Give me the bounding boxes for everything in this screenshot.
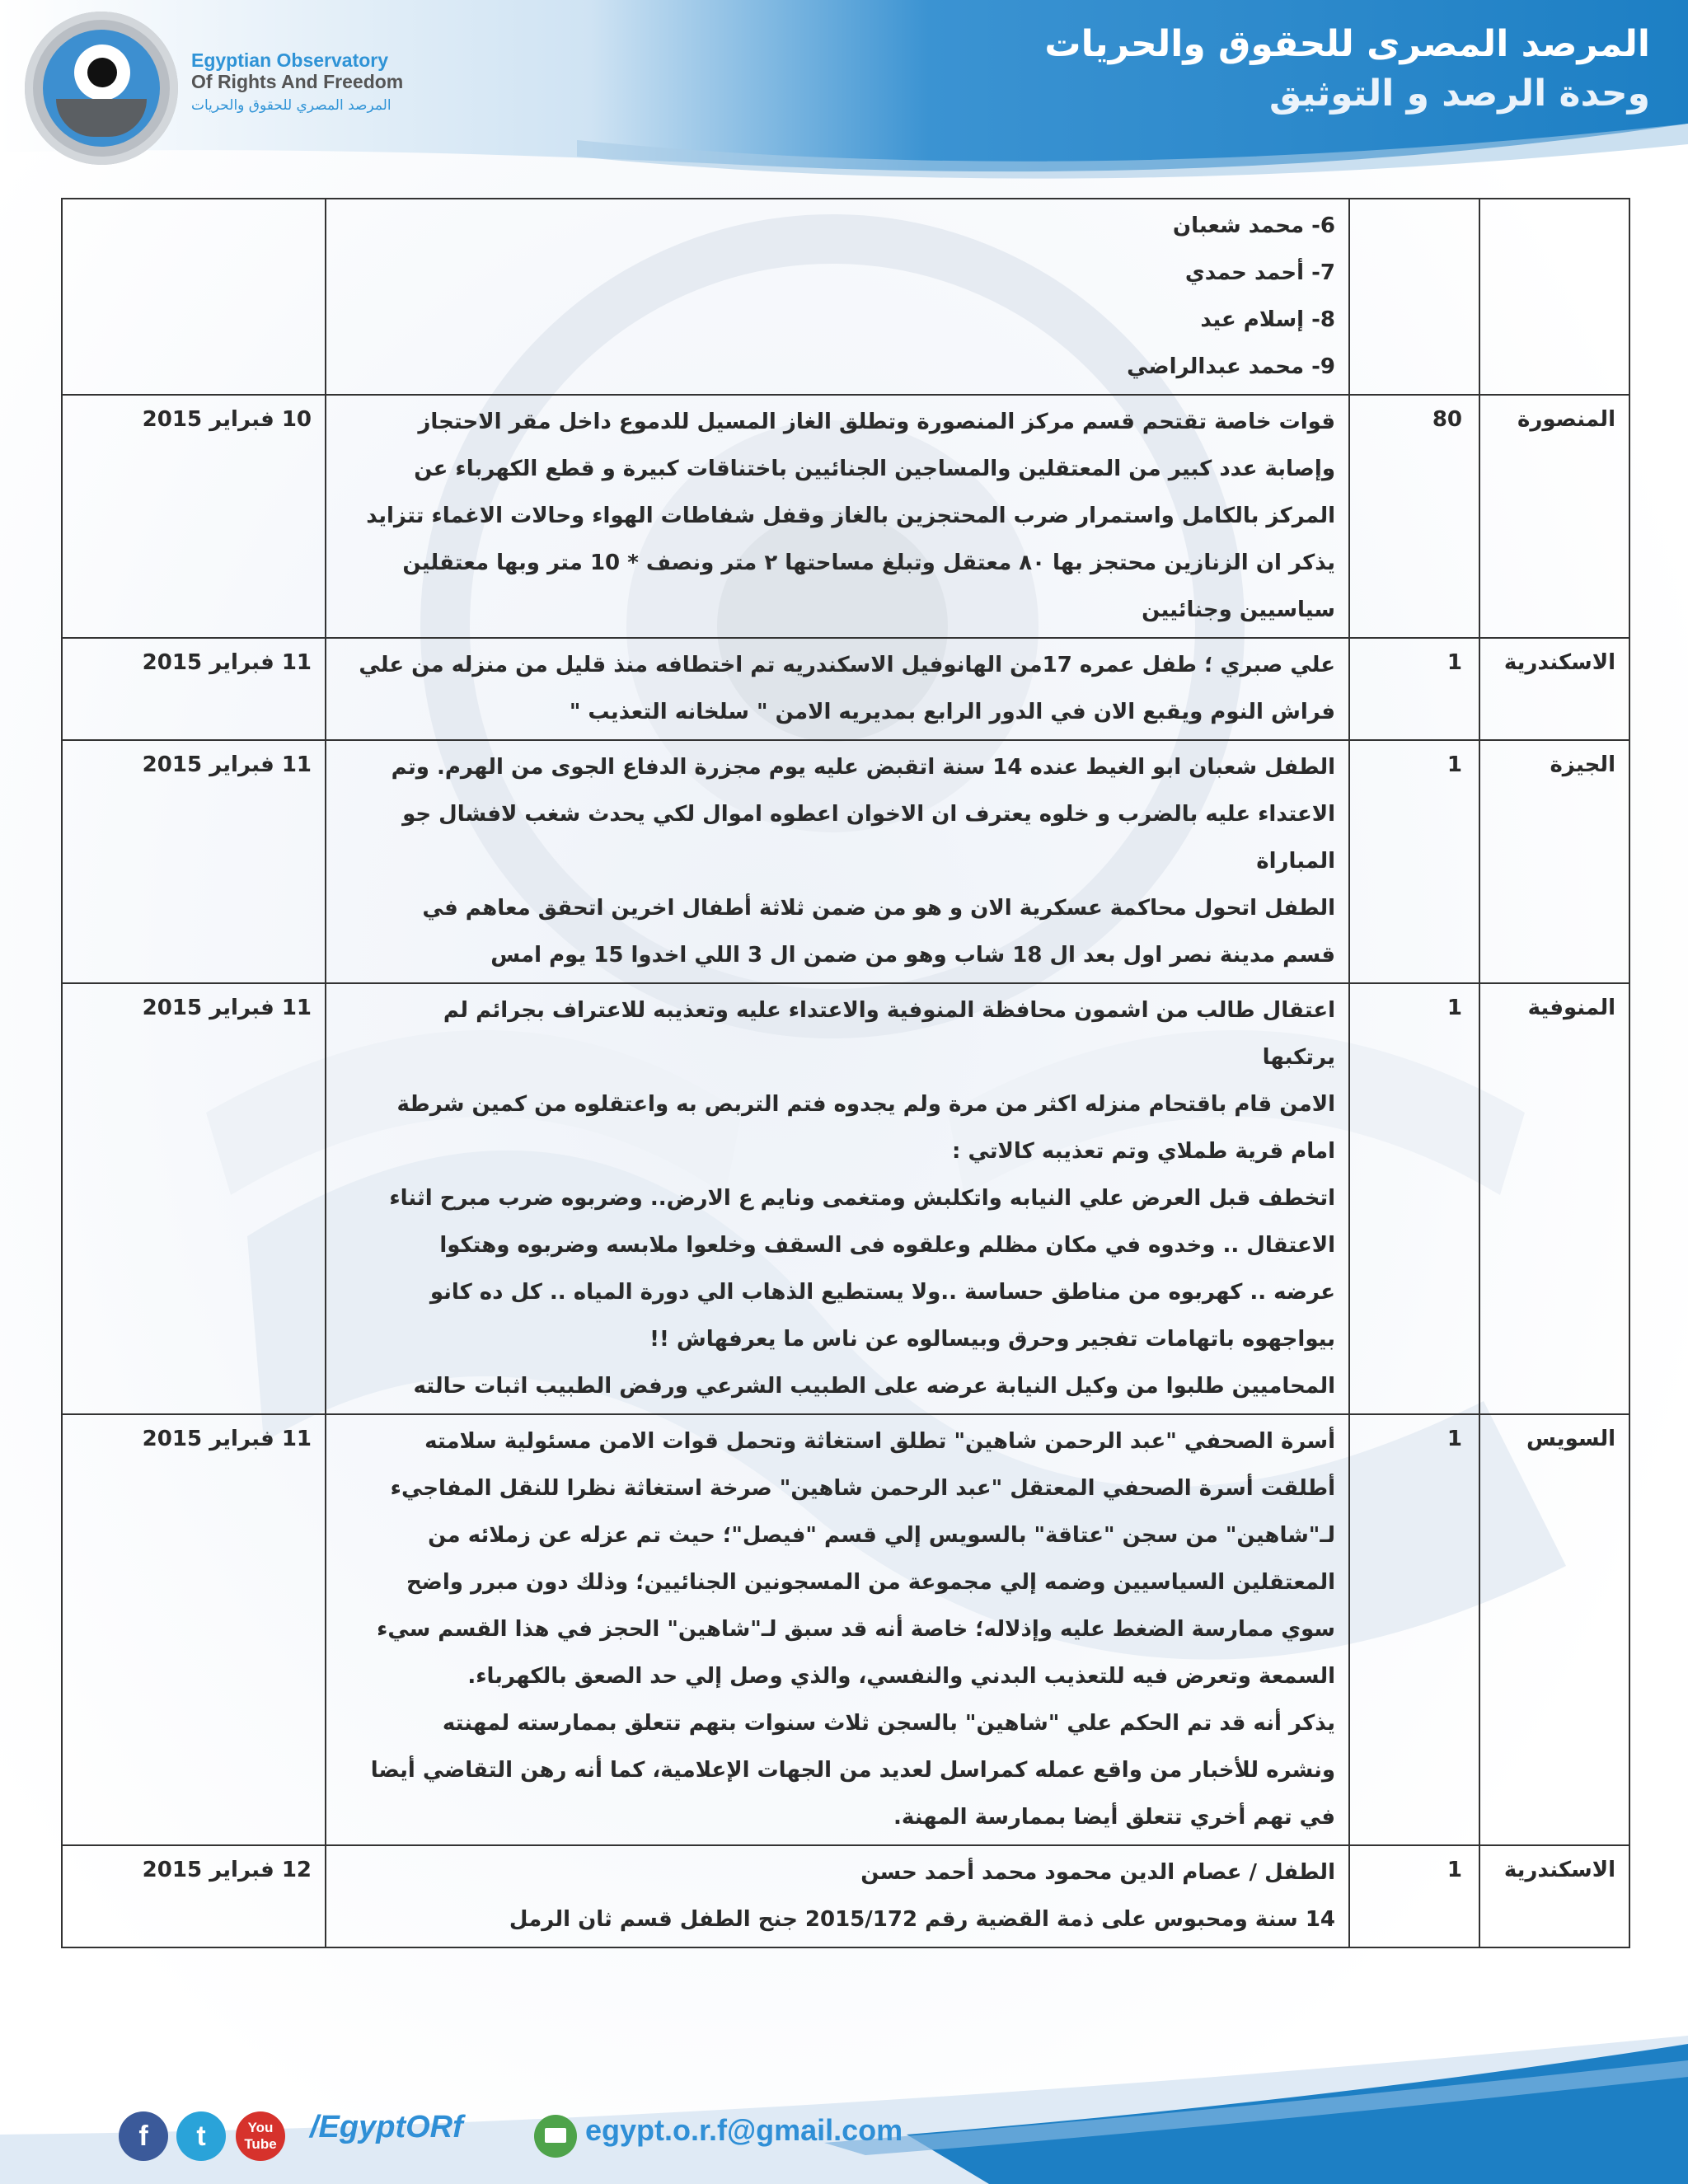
description-line: السمعة وتعرض فيه للتعذيب البدني والنفسي، والذي وصل إلي حد الصعق بالكهرباء.: [467, 1664, 1335, 1689]
description-line: لـ"شاهين" من سجن "عتاقة" بالسويس إلي قسم "فيصل"؛ حيث تم عزله عن زملائه من: [428, 1523, 1335, 1548]
description-line: المحاميين طلبوا من وكيل النيابة عرضه على الطبيب الشرعي ورفض الطبيب اثبات حالته: [413, 1374, 1335, 1399]
description-line: 7- أحمد حمدي: [1184, 260, 1335, 285]
date-text: 11 فبراير 2015: [142, 996, 312, 1020]
date-cell: [62, 740, 326, 983]
description-line: الطفل / عصام الدين محمود محمد أحمد حسن: [860, 1860, 1335, 1885]
description-line: 14 سنة ومحبوس على ذمة القضية رقم 2015/172 جنح الطفل قسم ثان الرمل: [509, 1907, 1335, 1932]
description-cell: [326, 1414, 1349, 1845]
description-line: الامن قام باقتحام منزله اكثر من مرة ولم يجدوه فتم التربص به واعتقلوه من كمين شرطة: [396, 1092, 1335, 1117]
date-text: 12 فبراير 2015: [142, 1858, 312, 1882]
governorate-cell: الجيزة: [1479, 740, 1629, 983]
description-line: يرتكبها: [1262, 1045, 1335, 1070]
description-line: الطفل شعبان ابو الغيط عنده 14 سنة اتقبض عليه يوم مجزرة الدفاع الجوى من الهرم. وتم: [391, 755, 1335, 780]
governorate-cell: المنوفية: [1479, 983, 1629, 1414]
governorate-cell: السويس: [1479, 1414, 1629, 1845]
governorate-cell: الاسكندرية: [1479, 638, 1629, 740]
description-line: المباراة: [1256, 849, 1335, 874]
org-name-line2: Of Rights And Freedom: [191, 71, 404, 92]
date-text: 10 فبراير 2015: [142, 407, 312, 432]
description-cell: [326, 1845, 1349, 1947]
incidents-table: [61, 198, 1630, 1948]
description-line: أسرة الصحفي "عبد الرحمن شاهين" تطلق استغاثة وتحمل قوات الامن مسئولية سلامته: [424, 1429, 1335, 1454]
table-row: [62, 1845, 1629, 1947]
page-title-line2: وحدة الرصد و التوثيق: [1269, 73, 1650, 115]
date-cell: [62, 983, 326, 1414]
table-row: [62, 395, 1629, 638]
count-cell: 1: [1349, 638, 1479, 740]
description-cell: [326, 199, 1349, 395]
description-line: عرضه .. كهربوه من مناطق حساسة ..ولا يستطيع الذهاب الي دورة المياه .. كل ده كانو: [429, 1280, 1335, 1305]
count-cell: [1349, 199, 1479, 395]
email-icon: [534, 2115, 577, 2158]
description-line: امام قرية طملاي وتم تعذيبه كالاتي :: [952, 1139, 1335, 1164]
description-cell: [326, 740, 1349, 983]
table-row: [62, 638, 1629, 740]
description-line: بيواجهوه باتهامات تفجير وحرق وبيسالوه عن ناس ما يعرفهاش !!: [649, 1327, 1335, 1352]
count-cell: 1: [1349, 740, 1479, 983]
count-cell: 1: [1349, 983, 1479, 1414]
twitter-icon[interactable]: t: [176, 2111, 226, 2161]
organization-logo: [25, 12, 178, 165]
organization-name-english: [191, 49, 403, 92]
youtube-icon[interactable]: You Tube: [236, 2111, 285, 2161]
date-cell: [62, 395, 326, 638]
governorate-cell: الاسكندرية: [1479, 1845, 1629, 1947]
description-line: قسم مدينة نصر اول بعد ال 18 شاب وهو من ضمن ال 3 اللي اخدوا 15 يوم امس: [490, 943, 1335, 968]
page-title-line1: المرصد المصرى للحقوق والحريات: [1044, 23, 1650, 65]
description-line: سوي ممارسة الضغط عليه وإذلاله؛ خاصة أنه قد سبق لـ"شاهين" الحجز في هذا القسم سيء: [377, 1617, 1335, 1642]
description-line: فراش النوم ويقبع الان في الدور الرابع بمديريه الامن " سلخانه التعذيب ": [569, 700, 1335, 724]
description-line: أطلقت أسرة الصحفي المعتقل "عبد الرحمن شاهين" صرخة استغاثة نظرا للنقل المفاجيء: [390, 1476, 1335, 1501]
hands-icon: [56, 99, 147, 137]
description-line: وإصابة عدد كبير من المعتقلين والمساجين الجنائيين باختناقات كبيرة و قطع الكهرباء عن: [414, 457, 1335, 481]
description-line: الاعتقال .. وخدوه في مكان مظلم وعلقوه فى السقف وخلعوا ملابسه وضربوه وهتكوا: [439, 1233, 1335, 1258]
description-line: اتخطف قبل العرض علي النيابه واتكلبش ومتغمى ونايم ع الارض.. وضربوه ضرب مبرح اثناء: [389, 1186, 1335, 1211]
governorate-cell: [1479, 199, 1629, 395]
count-cell: 1: [1349, 1845, 1479, 1947]
description-line: 9- محمد عبدالراضي: [1127, 354, 1335, 379]
description-line: الطفل اتحول محاكمة عسكرية الان و هو من ضمن ثلاثة أطفال اخرين اتحقق معاهم في: [422, 896, 1335, 921]
description-line: قوات خاصة تقتحم قسم مركز المنصورة وتطلق الغاز المسيل للدموع داخل مقر الاحتجاز: [418, 410, 1335, 434]
eye-pupil-icon: [87, 58, 117, 87]
description-line: المركز بالكامل واستمرار ضرب المحتجزين بالغاز وقفل شفاطات الهواء وحالات الاغماء تتزايد: [366, 504, 1335, 528]
description-line: في تهم أخري تتعلق أيضا بممارسة المهنة.: [893, 1805, 1335, 1830]
date-cell: [62, 1845, 326, 1947]
date-cell: [62, 199, 326, 395]
org-name-line1: Egyptian Observatory: [191, 49, 389, 71]
table-row: [62, 1414, 1629, 1845]
organization-name-arabic-small: المرصد المصري للحقوق والحريات: [191, 97, 392, 114]
social-handle-link[interactable]: /EgyptORf: [310, 2110, 463, 2144]
description-line: المعتقلين السياسيين وضمه إلي مجموعة من المسجونين الجنائيين؛ وذلك دون مبرر واضح: [406, 1570, 1335, 1595]
date-text: 11 فبراير 2015: [142, 650, 312, 675]
logo-emblem: [43, 30, 160, 147]
count-cell: 80: [1349, 395, 1479, 638]
date-text: 11 فبراير 2015: [142, 752, 312, 777]
table-row: [62, 740, 1629, 983]
governorate-cell: المنصورة: [1479, 395, 1629, 638]
description-line: اعتقال طالب من اشمون محافظة المنوفية والاعتداء عليه وتعذيبه للاعتراف بجرائم لم: [443, 998, 1335, 1023]
email-link[interactable]: egypt.o.r.f@gmail.com: [585, 2113, 903, 2147]
description-line: سياسيين وجنائيين: [1142, 598, 1335, 622]
facebook-icon[interactable]: f: [119, 2111, 168, 2161]
description-line: الاعتداء عليه بالضرب و خلوه يعترف ان الاخوان اعطوه اموال لكي يحدث شغب لافشال جو: [402, 802, 1335, 827]
description-line: علي صبري ؛ طفل عمره 17من الهانوفيل الاسكندريه تم اختطافه منذ قليل من منزله من علي: [359, 653, 1335, 677]
description-line: يذكر ان الزنازين محتجز بها ٨٠ معتقل وتبلغ مساحتها ٢ متر ونصف * 10 متر وبها معتقلين: [402, 551, 1335, 575]
description-line: ونشره للأخبار من واقع عمله كمراسل لعديد من الجهات الإعلامية، كما أنه رهن التقاضي أيضا: [370, 1758, 1335, 1783]
description-line: 8- إسلام عيد: [1200, 307, 1335, 332]
date-text: 11 فبراير 2015: [142, 1427, 312, 1451]
date-cell: [62, 1414, 326, 1845]
description-line: يذكر أنه قد تم الحكم علي "شاهين" بالسجن ثلاث سنوات بتهم تتعلق بممارسته لمهنته: [442, 1711, 1335, 1736]
table-row: [62, 199, 1629, 395]
description-line: 6- محمد شعبان: [1172, 213, 1335, 238]
date-cell: [62, 638, 326, 740]
incidents-table-body: [62, 199, 1629, 1947]
description-cell: [326, 395, 1349, 638]
description-cell: [326, 638, 1349, 740]
page-title: [1044, 20, 1650, 119]
count-cell: 1: [1349, 1414, 1479, 1845]
table-row: [62, 983, 1629, 1414]
description-cell: [326, 983, 1349, 1414]
